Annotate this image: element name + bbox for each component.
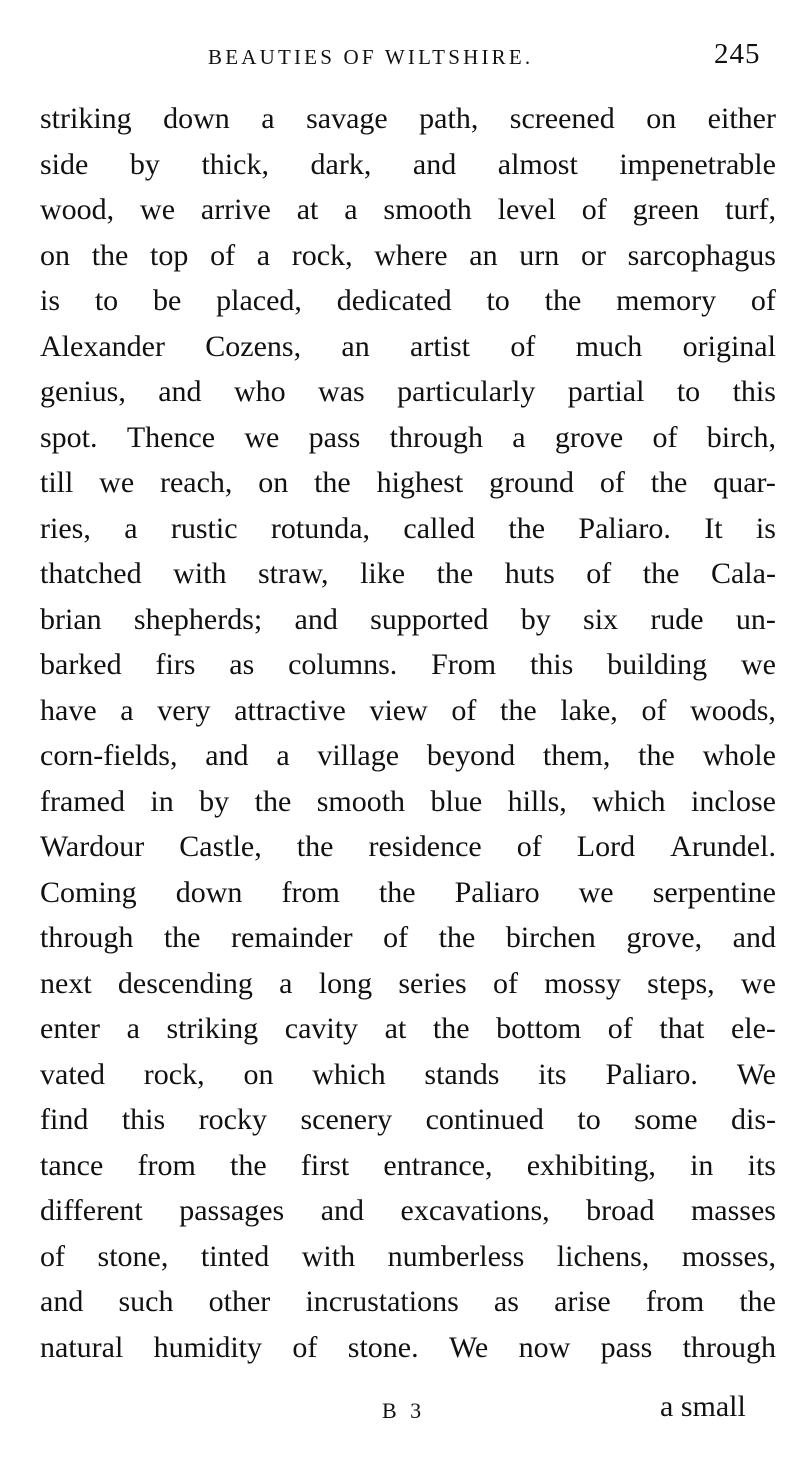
word: the [508, 511, 546, 545]
word: top [150, 238, 189, 272]
text-line [40, 460, 776, 506]
word: of [292, 1330, 318, 1364]
word: a [261, 102, 275, 135]
word: we [740, 966, 776, 1000]
word: incrustations [305, 1285, 459, 1318]
word: a [276, 739, 290, 772]
word: from [281, 875, 340, 909]
word: arise [554, 1285, 611, 1318]
text-line [40, 597, 776, 643]
word: humidity [153, 1330, 263, 1364]
word: attractive [234, 693, 346, 727]
word: natural [40, 1330, 124, 1364]
word: next [40, 966, 92, 1000]
word: of [652, 420, 678, 454]
word: entrance, [383, 1148, 493, 1182]
word: framed [40, 784, 125, 818]
word: rock, [291, 238, 353, 272]
word: its [747, 1148, 776, 1182]
word: screened [509, 102, 615, 135]
word: from [645, 1285, 705, 1318]
word: hills, [507, 784, 567, 818]
text-line [40, 187, 776, 233]
word: stone. [347, 1330, 419, 1364]
word: Coming [40, 875, 137, 909]
word: a [124, 511, 138, 545]
word: the [438, 921, 476, 954]
word: the [500, 693, 537, 727]
word: the [544, 284, 582, 317]
word: by [520, 602, 551, 636]
word: rock, [143, 1057, 205, 1091]
word: excavations, [400, 1194, 550, 1227]
word: memory [616, 284, 717, 317]
word: we [99, 466, 135, 499]
word: rotunda, [270, 511, 371, 545]
word: thatched [40, 557, 142, 590]
text-line [40, 1052, 776, 1098]
word: remainder [231, 921, 353, 954]
word: the [638, 739, 675, 772]
word: brian [40, 602, 102, 636]
word: village [317, 739, 400, 772]
word: through [389, 420, 483, 454]
word: series [398, 966, 467, 1000]
word: scenery [300, 1103, 393, 1136]
word: genius, [40, 375, 126, 408]
word: ground [489, 466, 575, 499]
body-text [40, 96, 776, 1370]
word: firs [155, 648, 196, 681]
word: bottom [496, 1012, 582, 1045]
word: we [740, 648, 776, 681]
word: serpentine [652, 875, 776, 909]
word: other [208, 1285, 271, 1318]
text-line [40, 233, 776, 279]
word: descending [117, 966, 253, 1000]
word: thick, [201, 147, 269, 181]
word: an [469, 238, 498, 272]
word: the [739, 1285, 776, 1318]
word: is [755, 511, 776, 545]
word: the [254, 784, 292, 818]
word: numberless [387, 1239, 525, 1273]
word: and [294, 602, 338, 636]
word: to [486, 284, 510, 317]
word: ries, [40, 511, 91, 545]
word: with [301, 1239, 356, 1273]
text-line [40, 369, 776, 415]
word: particularly [397, 375, 536, 408]
word: vated [40, 1057, 105, 1091]
word: ele- [730, 1012, 776, 1045]
word: mossy [544, 966, 621, 1000]
word: of [750, 284, 776, 317]
word: passages [179, 1194, 285, 1227]
word: level [497, 193, 556, 226]
word: From [431, 648, 497, 681]
word: Thence [126, 420, 216, 454]
word: green [632, 193, 700, 226]
word: inclose [690, 784, 776, 818]
word: a [344, 193, 358, 226]
word: to [94, 284, 119, 317]
word: of [607, 1012, 633, 1045]
word: columns. [288, 648, 398, 681]
text-line [40, 1279, 776, 1325]
text-line [40, 1097, 776, 1143]
word: tinted [200, 1239, 270, 1273]
text-line [40, 278, 776, 324]
word: Castle, [179, 830, 262, 863]
text-line [40, 324, 776, 370]
word: the [378, 875, 416, 909]
word: this [121, 1103, 166, 1136]
word: them, [542, 739, 611, 772]
word: different [40, 1194, 143, 1227]
text-line [40, 551, 776, 597]
word: shepherds; [133, 602, 263, 636]
word: straw, [258, 557, 329, 590]
word: by [199, 784, 230, 818]
word: which [592, 784, 666, 818]
word: the [163, 921, 201, 954]
word: of [451, 693, 477, 727]
word: we [578, 875, 614, 909]
word: at [384, 1012, 407, 1045]
text-line [40, 733, 776, 779]
word: at [296, 193, 319, 226]
word: whole [702, 739, 776, 772]
word: now [518, 1330, 571, 1364]
word: continued [425, 1103, 544, 1136]
word: lake, [560, 693, 618, 727]
text-line [40, 915, 776, 961]
word: the [91, 238, 129, 272]
word: residence [368, 830, 482, 863]
word: arrive [200, 193, 271, 226]
word: its [538, 1057, 567, 1091]
word: down [163, 102, 230, 135]
text-line [40, 779, 776, 825]
text-line [40, 824, 776, 870]
word: and [205, 739, 249, 772]
word: smooth [316, 784, 406, 818]
word: of [516, 830, 542, 863]
word: we [140, 193, 176, 226]
word: artist [410, 329, 471, 363]
word: of [581, 193, 607, 226]
word: enter [40, 1012, 100, 1045]
word: It [704, 511, 723, 545]
word: who [233, 375, 286, 408]
word: is [40, 284, 61, 317]
word: Paliaro. [605, 1057, 698, 1091]
word: Arundel. [670, 830, 776, 863]
word: grove, [626, 921, 703, 954]
word: six [583, 602, 619, 636]
word: in [690, 1148, 714, 1182]
word: and [732, 921, 776, 954]
word: as [229, 648, 255, 681]
word: of [510, 329, 536, 363]
word: wood, [40, 193, 115, 226]
word: on [40, 238, 70, 272]
word: the [314, 466, 351, 499]
word: cavity [284, 1012, 359, 1045]
word: masses [690, 1194, 776, 1227]
word: quar- [713, 466, 776, 499]
word: in [150, 784, 174, 818]
word: and [40, 1285, 84, 1318]
word: or [580, 238, 606, 272]
word: dark, [310, 147, 372, 181]
word: tance [40, 1148, 104, 1182]
word: and [320, 1194, 365, 1227]
word: spot. [40, 420, 98, 454]
word: that [659, 1012, 705, 1045]
word: a [512, 420, 526, 454]
word: almost [497, 147, 578, 181]
word: as [493, 1285, 519, 1318]
text-line [40, 142, 776, 188]
word: pass [308, 420, 361, 454]
word: the [230, 1148, 267, 1182]
word: through [40, 921, 134, 954]
word: from [137, 1148, 196, 1182]
word: down [175, 875, 243, 909]
word: striking [40, 102, 132, 135]
word: placed, [216, 284, 302, 317]
word: an [341, 329, 370, 363]
word: we [244, 420, 280, 454]
word: a [256, 238, 271, 272]
word: was [318, 375, 365, 408]
word: building [607, 648, 708, 681]
word: of [210, 238, 236, 272]
word: stone, [97, 1239, 169, 1273]
word: Wardour [40, 830, 145, 863]
word: through [682, 1330, 776, 1364]
page-number: 245 [714, 38, 761, 70]
word: turf, [725, 193, 776, 226]
word: of [586, 557, 612, 590]
word: stands [424, 1057, 500, 1091]
word: much [575, 329, 643, 363]
word: find [40, 1103, 89, 1136]
word: and [158, 375, 202, 408]
word: reach, [159, 466, 233, 499]
word: such [118, 1285, 174, 1318]
text-line [40, 1143, 776, 1189]
word: dis- [731, 1103, 776, 1136]
word: this [732, 375, 776, 408]
word: long [318, 966, 373, 1000]
word: urn [519, 238, 560, 272]
word: have [40, 693, 97, 727]
text-line [40, 961, 776, 1007]
signature-mark: B 3 [382, 1398, 426, 1423]
word: a [120, 693, 134, 727]
word: Cala- [710, 557, 776, 590]
word: the [650, 466, 688, 499]
word: very [157, 693, 211, 727]
word: We [736, 1057, 776, 1091]
word: the [296, 830, 334, 863]
word: rustic [170, 511, 238, 545]
word: of [599, 466, 625, 499]
word: impenetrable [619, 147, 776, 181]
text-line [40, 1325, 776, 1371]
word: huts [504, 557, 555, 590]
word: of [641, 693, 667, 727]
word: supported [370, 602, 489, 636]
word: which [312, 1057, 386, 1091]
word: the [436, 557, 474, 590]
text-line [40, 96, 776, 142]
word: rocky [198, 1103, 267, 1136]
text-line [40, 1188, 776, 1234]
word: called [403, 511, 476, 545]
word: Cozens, [205, 329, 302, 363]
word: mosses, [681, 1239, 776, 1273]
word: blue [430, 784, 483, 818]
word: where [374, 238, 448, 272]
word: corn-fields, [40, 739, 178, 772]
text-line [40, 688, 776, 734]
word: un- [735, 602, 776, 636]
word: highest [376, 466, 464, 499]
word: to [676, 375, 701, 408]
text-line [40, 415, 776, 461]
word: barked [40, 648, 122, 681]
word: Paliaro. [578, 511, 671, 545]
word: woods, [690, 693, 776, 727]
word: be [152, 284, 182, 317]
word: Paliaro [454, 875, 540, 909]
word: on [258, 466, 289, 499]
word: like [360, 557, 406, 590]
word: a [279, 966, 293, 1000]
word: rude [650, 602, 704, 636]
word: a [126, 1012, 140, 1045]
text-line [40, 870, 776, 916]
word: birch, [706, 420, 776, 454]
word: the [642, 557, 680, 590]
word: savage [306, 102, 388, 135]
word: of [40, 1239, 65, 1273]
word: smooth [383, 193, 472, 226]
word: original [682, 329, 776, 363]
word: grove [554, 420, 624, 454]
word: view [369, 693, 428, 727]
text-line [40, 506, 776, 552]
word: broad [586, 1194, 655, 1227]
word: pass [600, 1330, 653, 1364]
word: either [707, 102, 776, 135]
word: dedicated [336, 284, 452, 317]
word: of [383, 921, 409, 954]
word: path, [419, 102, 479, 135]
word: first [300, 1148, 350, 1182]
word: by [129, 147, 160, 181]
catchword: a small [660, 1390, 746, 1423]
word: beyond [426, 739, 516, 772]
word: partial [567, 375, 645, 408]
running-title: BEAUTIES OF WILTSHIRE. [208, 45, 534, 69]
word: with [173, 557, 227, 590]
word: this [529, 648, 574, 681]
word: birchen [505, 921, 596, 954]
word: We [448, 1330, 489, 1364]
word: exhibiting, [526, 1148, 656, 1182]
text-line [40, 1234, 776, 1280]
text-line [40, 642, 776, 688]
word: side [40, 147, 89, 181]
word: on [243, 1057, 274, 1091]
word: some [634, 1103, 698, 1136]
word: till [40, 466, 74, 499]
word: to [577, 1103, 601, 1136]
word: of [492, 966, 518, 1000]
word: Alexander [40, 329, 165, 363]
word: the [432, 1012, 470, 1045]
word: lichens, [556, 1239, 650, 1273]
word: striking [166, 1012, 259, 1045]
word: sarcophagus [627, 238, 776, 272]
text-line [40, 1006, 776, 1052]
word: Lord [576, 830, 636, 863]
word: on [646, 102, 677, 135]
word: steps, [647, 966, 715, 1000]
word: and [412, 147, 457, 181]
